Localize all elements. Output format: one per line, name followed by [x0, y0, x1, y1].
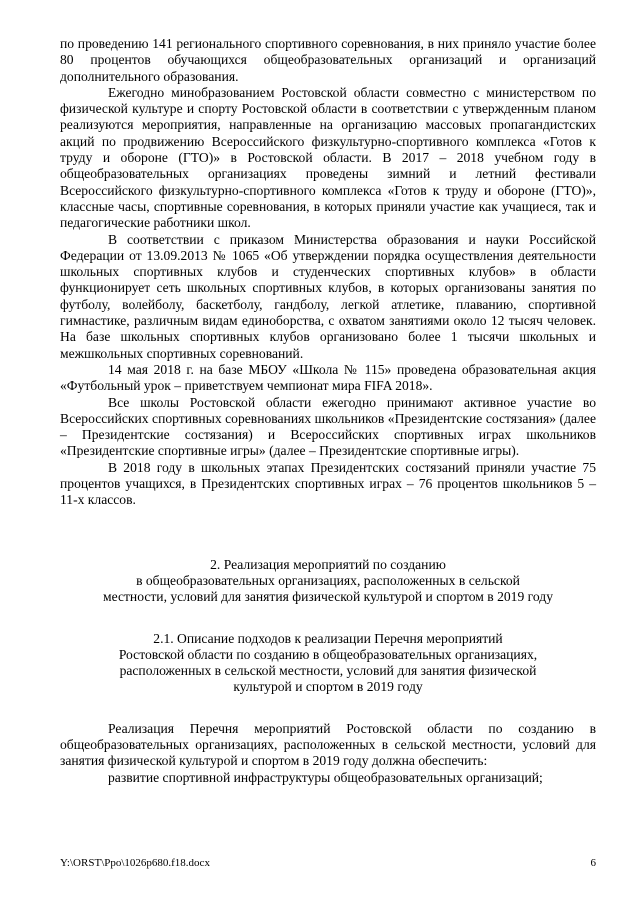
page-number: 6: [590, 857, 596, 869]
paragraph: В 2018 году в школьных этапах Президентских состязаний приняли участие 75 процентов учащихся, в Президентских спортивных играх – 76 процентов школьников 5 – 11-х классов.: [60, 459, 596, 508]
paragraph: развитие спортивной инфраструктуры общеобразовательных организаций;: [108, 769, 543, 785]
heading-line: 2.1. Описание подходов к реализации Перечня мероприятий: [153, 630, 503, 646]
top-paragraphs: [60, 36, 596, 509]
spacer: [60, 606, 596, 631]
paragraph: Реализация Перечня мероприятий Ростовской области по созданию в общеобразовательных организациях, расположенных в сельской местности, условий для занятия физической культурой и спортом в 2019 году должна обеспечить:: [60, 720, 596, 769]
paragraph: по проведению 141 регионального спортивного соревнования, в них приняло участие более 80 процентов обучающихся общеобразовательных организаций и организаций дополнительного образования.: [60, 36, 596, 84]
heading-line: местности, условий для занятия физической культурой и спортом в 2019 году: [102, 589, 554, 605]
heading-line: расположенных в сельской местности, условий для занятия физической: [119, 663, 537, 679]
paragraph: 14 мая 2018 г. на базе МБОУ «Школа № 115» проведена образовательная акция «Футбольный урок – приветствуем чемпионат мира FIFA 2018».: [60, 361, 596, 394]
section-heading: [60, 557, 596, 606]
paragraph: Ежегодно минобразованием Ростовской области совместно с министерством по физической культуре и спорту Ростовской области в соответствии с утвержденным планом реализуются мероприятия, направленные на организацию массовых пропагандистских акций по продвижению Всероссийского физкультурно-спортивного комплекса «Готов к труду и обороне (ГТО)» в Ростовской области. В 2017 – 2018 учебном году в общеобразовательных организациях проведены зимний и летний фестивали Всероссийского физкультурно-спортивного комплекса «Готов к труду и обороне (ГТО)», классные часы, спортивные соревнования, в которых приняли участие как учащиеся, так и педагогические работники школ.: [60, 84, 596, 231]
paragraph: Все школы Ростовской области ежегодно принимают активное участие во Всероссийских спортивных соревнованиях школьников «Президентские состязания» (далее – Президентские состязания) и Всероссийских спортивных играх школьников «Президентские спортивные игры» (далее – Президентские спортивные игры).: [60, 394, 596, 459]
bottom-paragraphs: [60, 721, 596, 786]
document-body: [60, 36, 596, 786]
heading-line: в общеобразовательных организациях, расположенных в сельской: [136, 572, 520, 588]
heading-line: Ростовской области по созданию в общеобразовательных организациях,: [118, 646, 538, 662]
page-footer: [60, 857, 596, 870]
spacer: [60, 696, 596, 721]
heading-line: культурой и спортом в 2019 году: [233, 679, 423, 695]
heading-line: 2. Реализация мероприятий по созданию: [210, 556, 446, 572]
spacer: [60, 509, 596, 557]
paragraph: В соответствии с приказом Министерства образования и науки Российской Федерации от 13.09.2013 № 1065 «Об утверждении порядка осуществления деятельности школьных спортивных клубов и студенческих спортивных клубов» в области функционирует сеть школьных спортивных клубов, в которых организованы занятия по футболу, волейболу, баскетболу, гандболу, легкой атлетике, плаванию, спортивной гимнастике, различным видам единоборства, с охватом занятиями около 12 тысяч человек. На базе школьных спортивных клубов организовано более 1 тысячи школьных и межшкольных спортивных соревнований.: [60, 231, 596, 361]
file-path: Y:\ORST\Ppo\1026p680.f18.docx: [60, 857, 210, 869]
subsection-heading: [60, 631, 596, 696]
